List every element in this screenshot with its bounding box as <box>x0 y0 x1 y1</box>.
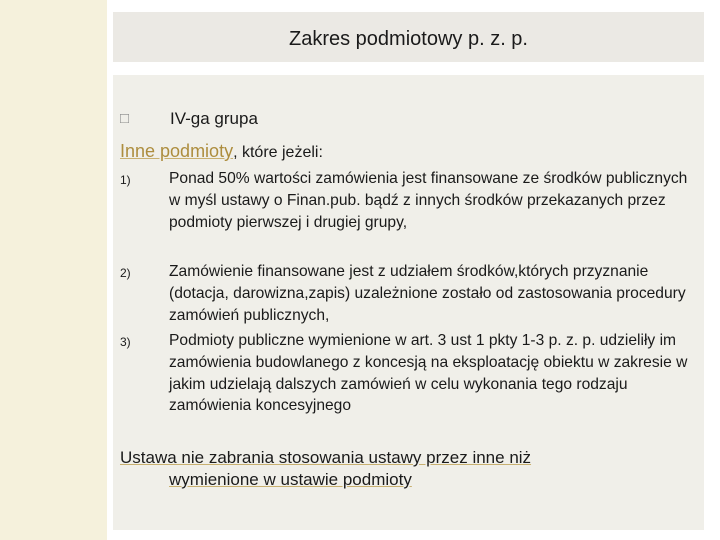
list-item-text: Podmioty publiczne wymienione w art. 3 ust 1 pkty 1-3 p. z. p. udzieliły im zamówienia budowlanego z koncesją na eksploatację obiektu w zakresie w jakim udzielają dalszych zamówień w celu wykonania tego rodzaju zamówienia koncesyjnego <box>169 332 688 415</box>
decorative-side-strip <box>0 0 107 540</box>
intro-highlight: Inne podmioty <box>120 141 234 161</box>
footer-line-2: wymienione w ustawie podmioty <box>169 470 412 489</box>
footer-line-1: Ustawa nie zabrania stosowania ustawy przez inne niż <box>120 448 532 467</box>
title-bar <box>113 12 704 62</box>
slide-title: Zakres podmiotowy p. z. p. <box>289 28 528 50</box>
list-item-number: 2) <box>120 266 131 280</box>
list-item-text: Ponad 50% wartości zamówienia jest finansowane ze środków publicznych w myśl ustawy o Finan.pub. bądź z innych środków przekazanych przez podmioty pierwszej i drugiej grupy, <box>169 170 688 231</box>
list-item-number: 3) <box>120 335 131 349</box>
checkbox-bullet-icon: □ <box>120 110 130 127</box>
intro-rest: , które jeżeli: <box>233 144 323 161</box>
bullet-heading-text: IV-ga grupa <box>170 109 258 128</box>
list-item-text: Zamówienie finansowane jest z udziałem środków,których przyznanie (dotacja, darowizna,zapis) uzależnione zostało od zastosowania procedury zamówień publicznych, <box>169 263 686 324</box>
footer-statement <box>120 447 680 491</box>
intro-line <box>120 141 323 162</box>
list-item-number: 1) <box>120 173 131 187</box>
